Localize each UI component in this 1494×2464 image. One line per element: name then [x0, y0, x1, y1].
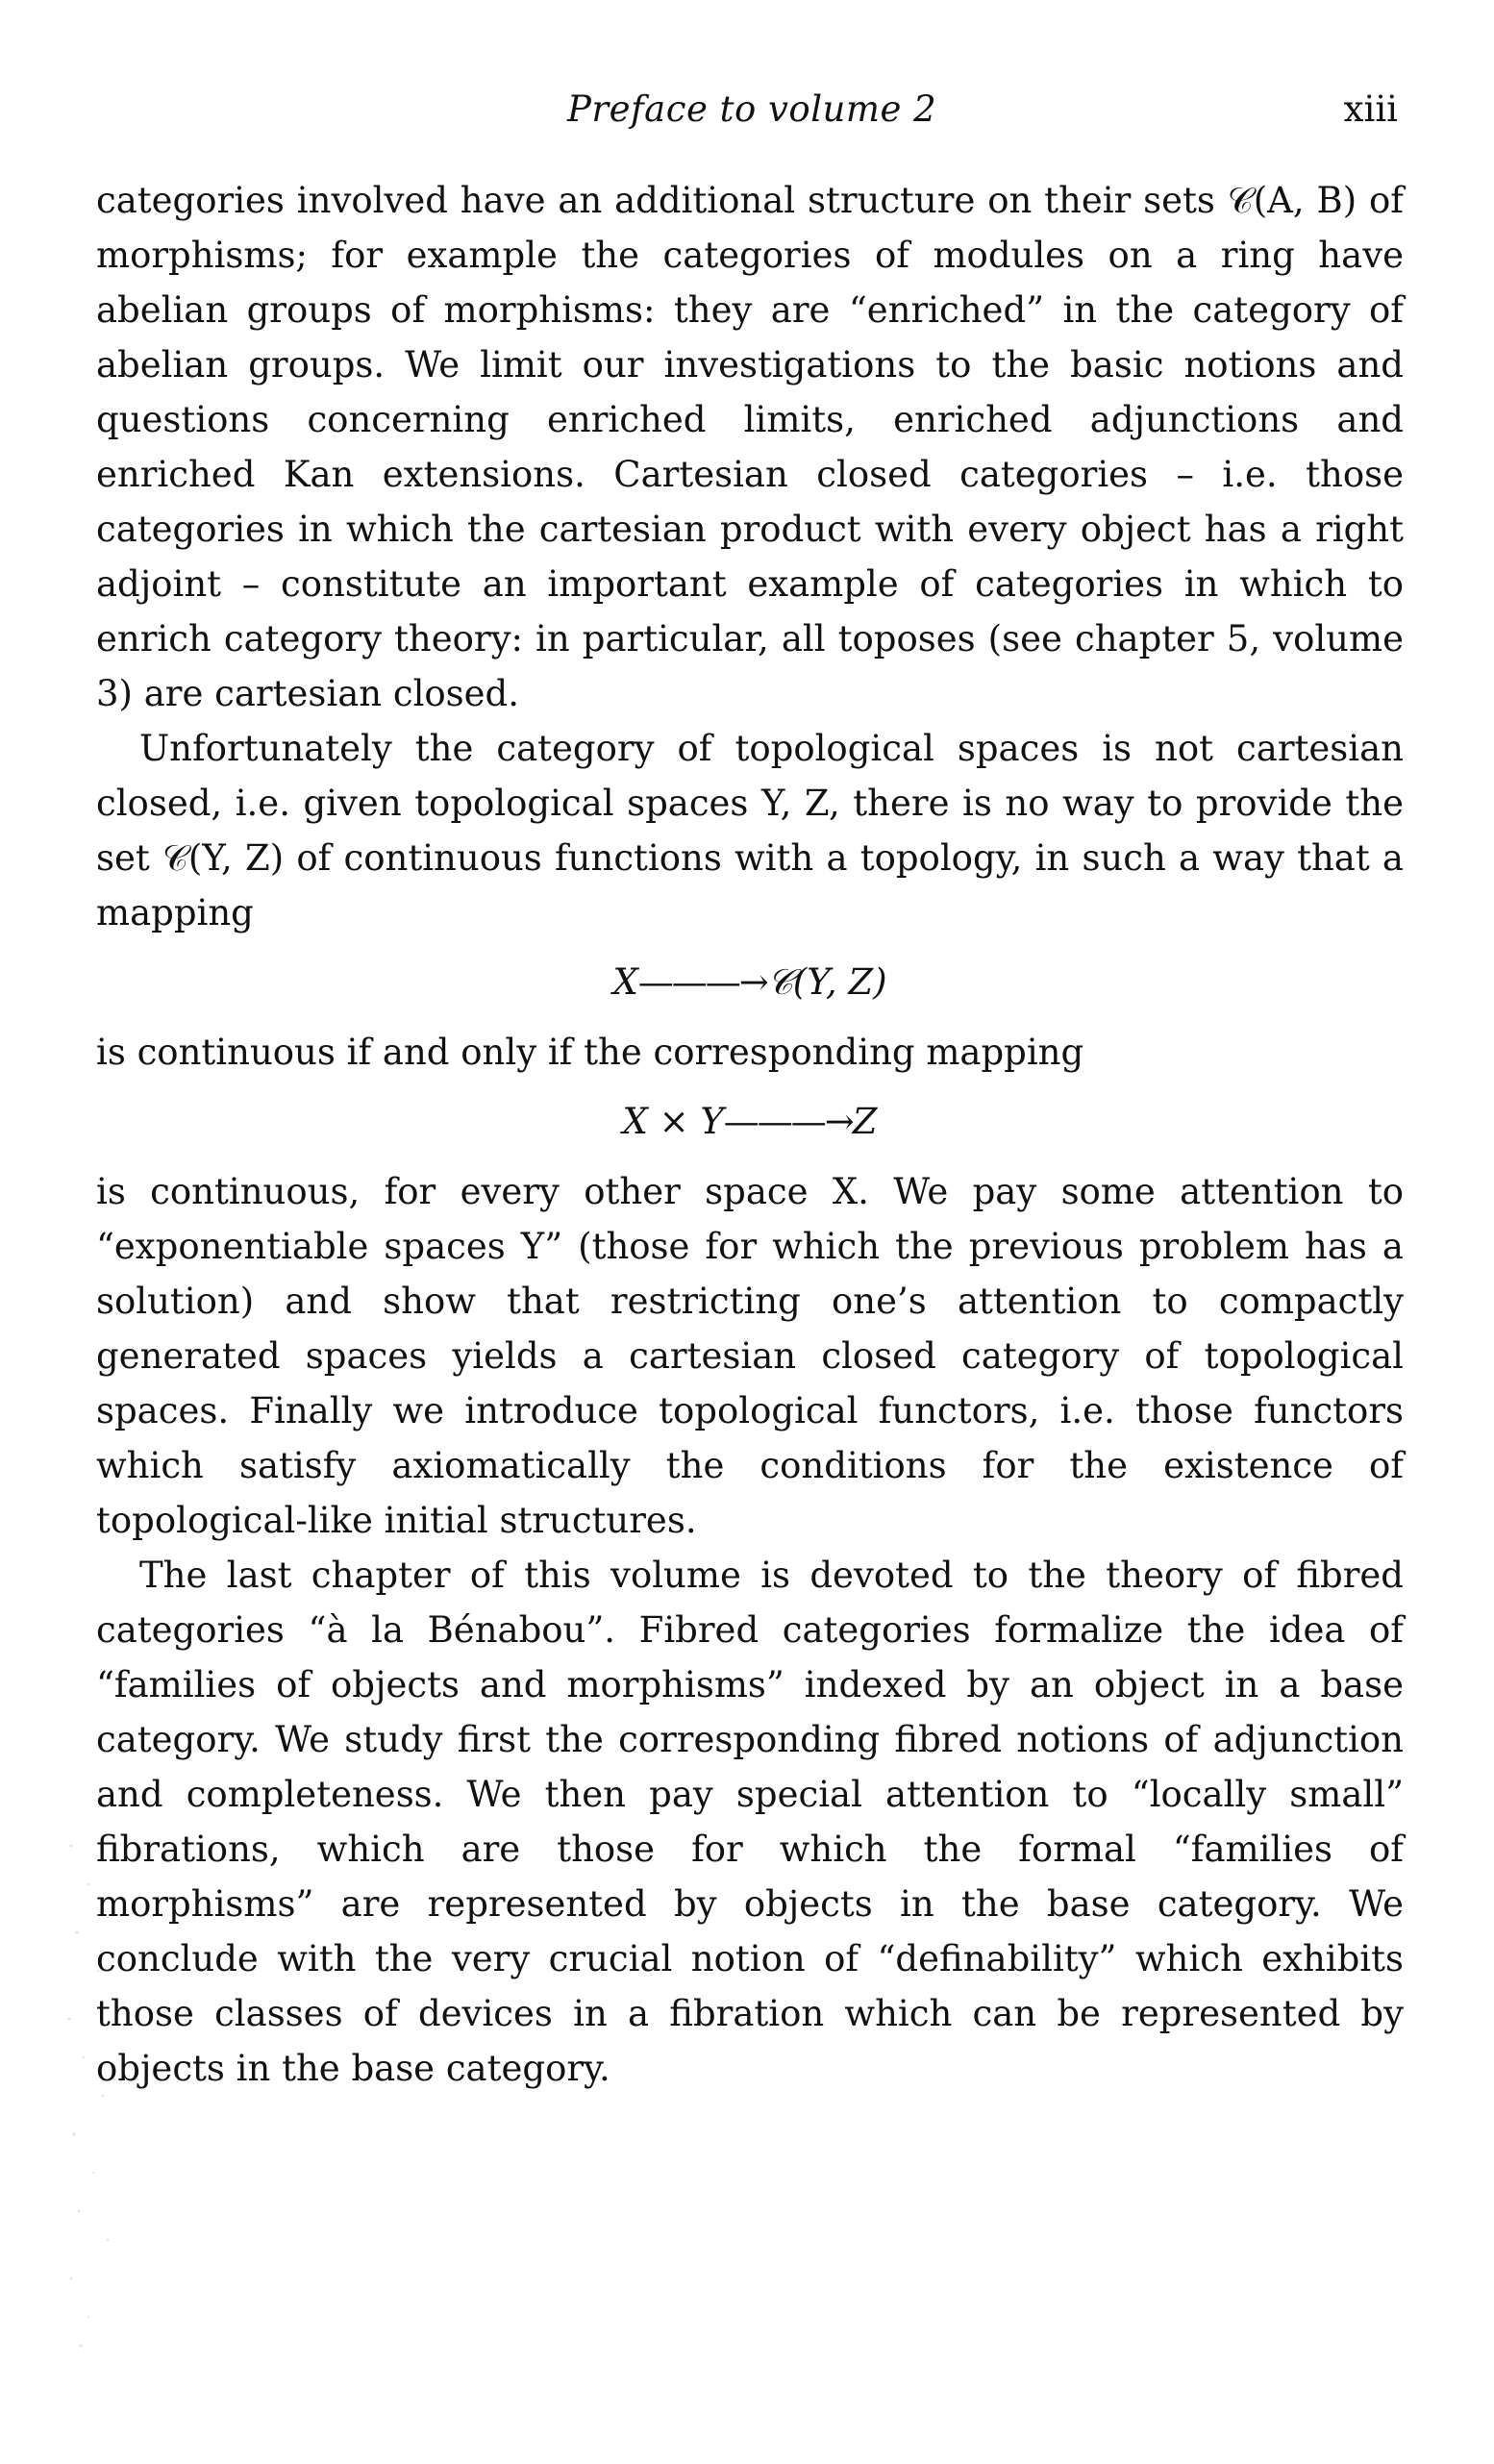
- body-text: [96, 173, 1404, 2096]
- page-number: xiii: [1343, 88, 1398, 130]
- formula-source: X: [612, 961, 638, 1003]
- formula-source: X × Y: [622, 1101, 724, 1142]
- scan-speckle-decoration: [60, 1827, 137, 2365]
- display-formula-mapping-one: [96, 954, 1404, 1011]
- running-head: Preface to volume 2: [567, 88, 937, 130]
- formula-target: Z: [852, 1101, 878, 1142]
- display-formula-mapping-two: [96, 1093, 1404, 1151]
- page-header: [0, 88, 1494, 146]
- formula-target: 𝒞(Y, Z): [766, 961, 887, 1003]
- paragraph-topological-spaces: Unfortunately the category of topological spaces is not cartesian closed, i.e. given topological spaces Y, Z, there is no way to provide the set 𝒞(Y, Z) of continuous functions with a topology, in such a way that a mapping: [96, 728, 1404, 933]
- paragraph-exponentiable-spaces: is continuous, for every other space X. We pay some attention to “exponentiable spaces Y” (those for which the previous problem has a solution) and show that restricting one’s attention to compactly generated spaces yields a cartesian closed category of topological spaces. Finally we introduce topological functors, i.e. those functors which satisfy axiomatically the conditions for the existence of topological-like initial structures.: [96, 1171, 1404, 1541]
- paragraph-enriched-categories: categories involved have an additional structure on their sets 𝒞(A, B) of morphisms; for example the categories of modules on a ring have abelian groups of morphisms: they are “enriched” in the category of abelian groups. We limit our investigations to the basic notions and questions concerning enriched limits, enriched adjunctions and enriched Kan extensions. Cartesian closed categories – i.e. those categories in which the cartesian product with every object has a right adjoint – constitute an important example of categories in which to enrich category theory: in particular, all toposes (see chapter 5, volume 3) are cartesian closed.: [96, 180, 1404, 714]
- paragraph-fibred-categories: The last chapter of this volume is devoted to the theory of fibred categories “à la Bénabou”. Fibred categories formalize the idea of “families of objects and morphisms” indexed by an object in a base category. We study first the corresponding fibred notions of adjunction and completeness. We then pay special attention to “locally small” fibrations, which are those for which the formal “families of morphisms” are represented by objects in the base category. We conclude with the very crucial notion of “definability” which exhibits those classes of devices in a fibration which can be represented by objects in the base category.: [96, 1555, 1404, 2089]
- right-arrow-icon: ———→: [637, 961, 767, 1003]
- right-arrow-icon: ———→: [723, 1101, 853, 1142]
- paragraph-continuity-condition: is continuous if and only if the corresponding mapping: [96, 1032, 1084, 1073]
